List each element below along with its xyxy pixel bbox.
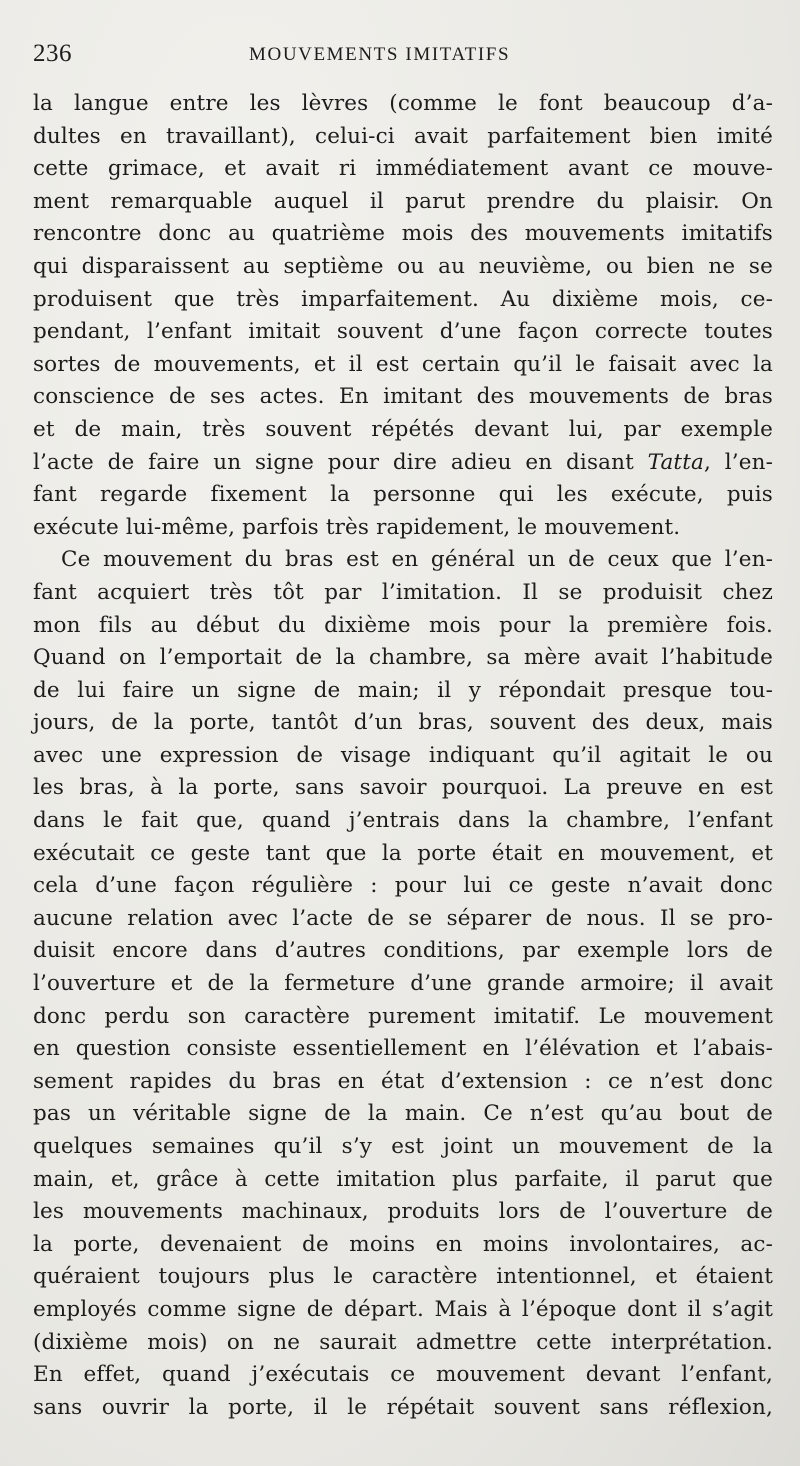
text-line: dans le fait que, quand j’entrais dans la chambre, l’enfant [33, 808, 773, 834]
page-header [33, 40, 773, 70]
text-line: sortes de mouvements, et il est certain qu’il le faisait avec la [33, 351, 773, 377]
text-line: mon fils au début du dixième mois pour la première fois. [33, 612, 773, 638]
text-line: aucune relation avec l’acte de se séparer de nous. Il se pro- [33, 905, 773, 931]
text-line: de lui faire un signe de main; il y répondait presque tou- [33, 677, 773, 703]
text-line: donc perdu son caractère purement imitatif. Le mouvement [33, 1003, 773, 1029]
text-line: exécute lui-même, parfois très rapidement, le mouvement. [33, 514, 681, 540]
text-line: les mouvements machinaux, produits lors de l’ouverture de [33, 1199, 773, 1225]
text-line: et de main, très souvent répétés devant lui, par exemple [33, 416, 773, 442]
text-line: main, et, grâce à cette imitation plus parfaite, il parut que [33, 1166, 773, 1192]
text-line-with-italic [33, 447, 773, 480]
text-line: produisent que très imparfaitement. Au dixième mois, ce- [33, 286, 773, 312]
text-line: sans ouvrir la porte, il le répétait souvent sans réflexion, [33, 1394, 773, 1420]
text-line: jours, de la porte, tantôt d’un bras, souvent des deux, mais [33, 710, 773, 736]
book-page [33, 40, 774, 1420]
text-line: cela d’une façon régulière : pour lui ce geste n’avait donc [33, 873, 773, 899]
text-line: ment remarquable auquel il parut prendre du plaisir. On [33, 188, 773, 214]
text-line: sement rapides du bras en état d’extension : ce n’est donc [33, 1068, 773, 1094]
paragraph-start-line: Ce mouvement du bras est en général un de ceux que l’en- [61, 547, 773, 573]
text-line: (dixième mois) on ne saurait admettre cette interprétation. [33, 1329, 773, 1355]
text-line: dultes en travaillant), celui-ci avait parfaitement bien imité [33, 123, 773, 149]
text-line: quéraient toujours plus le caractère intentionnel, et étaient [33, 1264, 773, 1290]
text-line: quelques semaines qu’il s’y est joint un mouvement de la [33, 1134, 773, 1159]
text-line: avec une expression de visage indiquant qu’il agitait le ou [33, 742, 773, 768]
italic-word: Tatta [647, 449, 704, 475]
text-line: pas un véritable signe de la main. Ce n’est qu’au bout de [33, 1101, 773, 1127]
text-line: les bras, à la porte, sans savoir pourquoi. La preuve en est [33, 775, 773, 801]
text-line: fant acquiert très tôt par l’imitation. Il se produisit chez [33, 579, 773, 605]
text-line: la langue entre les lèvres (comme le font beaucoup d’a- [33, 91, 773, 116]
text-line: Quand on l’emportait de la chambre, sa mère avait l’habitude [33, 645, 773, 671]
text-line: employés comme signe de départ. Mais à l’époque dont il s’agit [33, 1296, 773, 1322]
text-line: conscience de ses actes. En imitant des mouvements de bras [33, 384, 773, 410]
text-line: pendant, l’enfant imitait souvent d’une façon correcte toutes [33, 319, 773, 345]
running-head: MOUVEMENTS IMITATIFS [249, 44, 511, 65]
text-line: qui disparaissent au septième ou au neuvième, ou bien ne se [33, 253, 773, 279]
text-line: En effet, quand j’exécutais ce mouvement devant l’enfant, [33, 1362, 773, 1388]
body-text [33, 88, 773, 1424]
text-line: l’ouverture et de la fermeture d’une grande armoire; il avait [33, 971, 773, 997]
text-line: cette grimace, et avait ri immédiatement avant ce mouve- [33, 156, 773, 182]
text-line: en question consiste essentiellement en l’élévation et l’abais- [33, 1036, 773, 1062]
text-line: exécutait ce geste tant que la porte était en mouvement, et [33, 840, 773, 866]
text-line: fant regarde fixement la personne qui les exécute, puis [33, 482, 773, 508]
text-line: duisit encore dans d’autres conditions, par exemple lors de [33, 938, 773, 964]
text-line: la porte, devenaient de moins en moins involontaires, ac- [33, 1231, 773, 1257]
line-tail: , l’en- [703, 449, 774, 475]
page-number: 236 [33, 40, 72, 67]
text-line: rencontre donc au quatrième mois des mouvements imitatifs [33, 221, 773, 247]
line-text: l’acte de faire un signe pour dire adieu en disant [33, 449, 634, 475]
